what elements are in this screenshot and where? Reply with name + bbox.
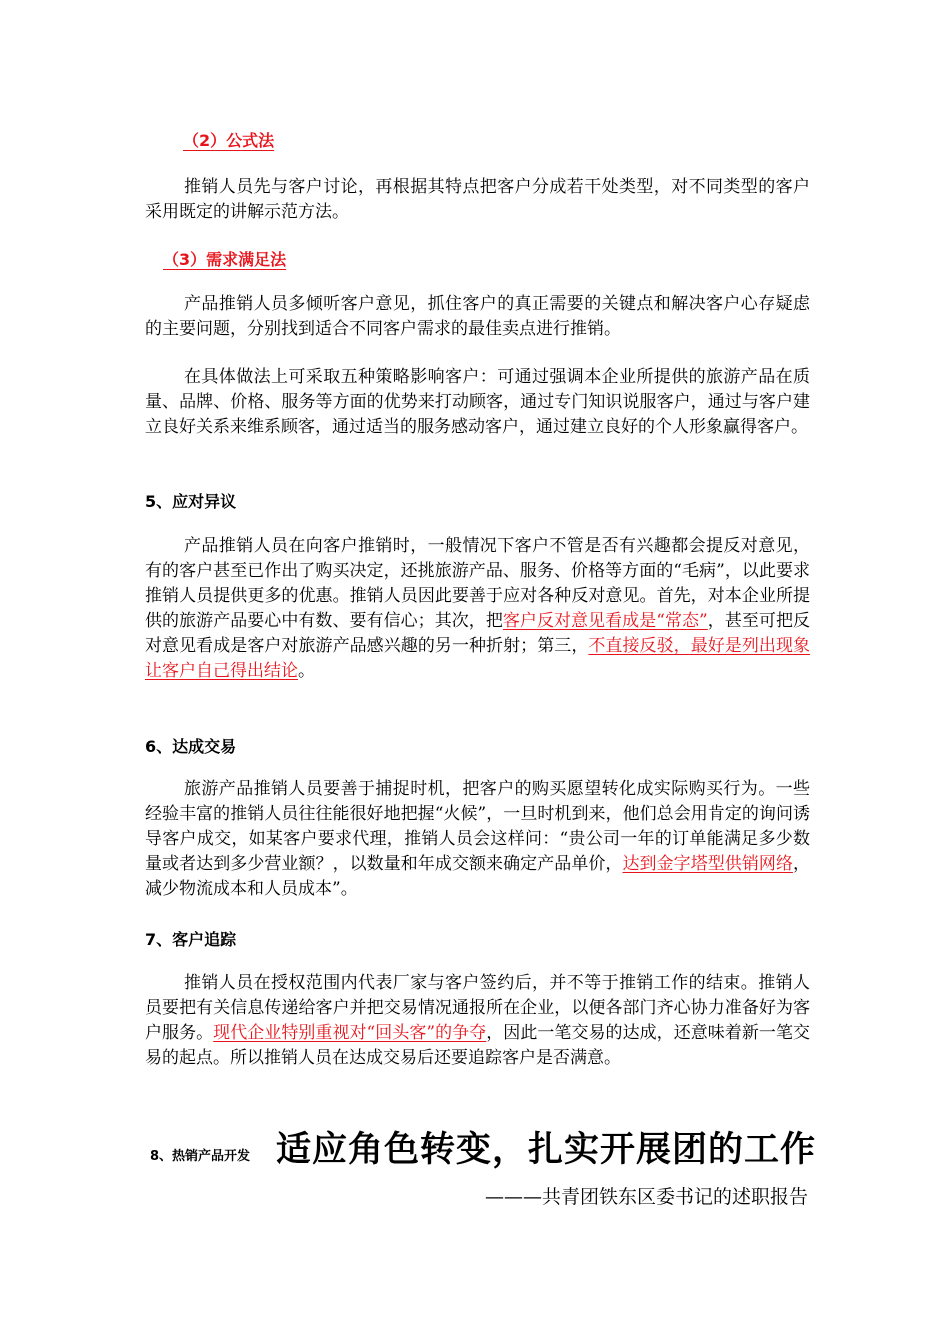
objection-text-2: ，甚至可把反对意见看成是客户对旅游产品感兴趣的另一种折射；第三， xyxy=(145,611,811,656)
objection-heading: 5、应对异议 xyxy=(145,492,237,511)
report-subtitle: ———共青团铁东区委书记的述职报告 xyxy=(484,1186,808,1208)
tracking-text-2: ，因此一笔交易的达成，还意味着新一笔交易的起点。所以推销人员在达成交易后还要追踪客户是否满意。 xyxy=(145,1023,811,1068)
objection-text-1: 产品推销人员在向客户推销时，一般情况下客户不管是否有兴趣都会提反对意见，有的客户甚至已作出了购买决定，还挑旅游产品、服务、价格等方面的“毛病”，以此要求推销人员提供更多的优惠。推销人员因此要善于应对各种反对意见。首先，对本企业所提供的旅游产品要心中有数、要有信心；其次，把 xyxy=(145,536,810,631)
report-title: 适应角色转变，扎实开展团的工作 xyxy=(276,1130,817,1170)
objection-highlight-conclusion: 不直接反驳，最好是列出现象让客户自己得出结论 xyxy=(145,636,811,681)
objection-text-3: 。 xyxy=(298,661,315,681)
tracking-paragraph xyxy=(145,971,810,1071)
deal-text-2: ，减少物流成本和人员成本”。 xyxy=(145,854,811,899)
needs-method-paragraph: 产品推销人员多倾听客户意见，抓住客户的真正需要的关键点和解决客户心存疑虑的主要问题，分别找到适合不同客户需求的最佳卖点进行推销。 xyxy=(145,294,810,339)
tracking-highlight-repeat-customer: 现代企业特别重视对“回头客”的争夺 xyxy=(213,1023,487,1043)
formula-method-paragraph: 推销人员先与客户讨论，再根据其特点把客户分成若干处类型，对不同类型的客户采用既定的讲解示范方法。 xyxy=(145,177,810,222)
hot-product-heading: 8、热销产品开发 xyxy=(150,1149,251,1164)
objection-paragraph xyxy=(145,534,810,684)
strategy-paragraph: 在具体做法上可采取五种策略影响客户：可通过强调本企业所提供的旅游产品在质量、品牌、价格、服务等方面的优势来打动顾客，通过专门知识说服客户，通过与客户建立良好关系来维系顾客，通过适当的服务感动客户，通过建立良好的个人形象赢得客户。 xyxy=(145,367,810,437)
deal-heading: 6、达成交易 xyxy=(145,737,237,756)
needs-method-heading: （3）需求满足法 xyxy=(163,250,287,269)
deal-text-1: 旅游产品推销人员要善于捕捉时机，把客户的购买愿望转化成实际购买行为。一些经验丰富的推销人员往往能很好地把握“火候”，一旦时机到来，他们总会用肯定的询问诱导客户成交，如某客户要求代理，推销人员会这样问：“贵公司一年的订单能满足多少数量或者达到多少营业额？，以数量和年成交额来确定产品单价， xyxy=(145,779,810,874)
deal-highlight-pyramid: 达到金字塔型供销网络 xyxy=(622,854,794,874)
tracking-heading: 7、客户追踪 xyxy=(145,930,237,949)
deal-paragraph xyxy=(145,777,810,902)
objection-highlight-normal: 客户反对意见看成是“常态” xyxy=(502,611,708,631)
tracking-text-1: 推销人员在授权范围内代表厂家与客户签约后，并不等于推销工作的结束。推销人员要把有关信息传递给客户并把交易情况通报所在企业，以便各部门齐心协力准备好为客户服务。 xyxy=(145,973,810,1043)
formula-method-heading: （2）公式法 xyxy=(183,131,275,150)
